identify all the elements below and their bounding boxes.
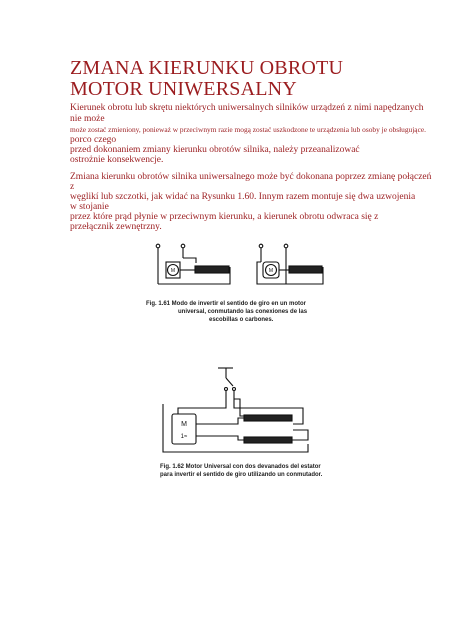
fig2-motor-label-bottom: 1≈ bbox=[180, 434, 188, 440]
figure1-wiring-diagram bbox=[153, 240, 333, 292]
fig1-right-field-coil bbox=[289, 266, 322, 273]
fig2-motor-label-top: M bbox=[181, 421, 187, 428]
fig2-wire-to-motor bbox=[178, 390, 226, 414]
fig1-terminal-2 bbox=[181, 244, 185, 248]
title-line-1: ZMANA KIERUNKU OBROTU bbox=[70, 57, 344, 79]
paragraph1-line-6: ostrożnie konsekwencje. bbox=[70, 155, 164, 165]
paragraph1-line-2: nie może bbox=[70, 114, 105, 124]
figure2-wiring-diagram bbox=[158, 364, 328, 454]
fig2-switch-blade bbox=[226, 378, 233, 386]
paragraph2-line-3: węglikí lub szczotki, jak widać na Rysunku 1.60. Innym razem montuje się dwa uzwojenia bbox=[70, 192, 416, 202]
fig2-field-coil-2 bbox=[244, 437, 292, 443]
paragraph1-line-3: może zostać zmieniony, ponieważ w przeciwnym razie mogą zostać uszkodzone te urządzenia lub osoby je obsługujące. bbox=[70, 125, 426, 134]
paragraph2-line-5: przez które prąd płynie w przeciwnym kierunku, a kierunek obrotu odwraca się z bbox=[70, 212, 379, 222]
paragraph2-line-1: Zmiana kierunku obrotów silnika uniwersalnego może być dokonana poprzez zmianę połączeń bbox=[70, 172, 432, 182]
fig1-left-field-coil bbox=[195, 266, 229, 273]
fig1-left-motor-label: M bbox=[170, 268, 176, 274]
paragraph2-line-6: przełącznik zewnętrzny. bbox=[70, 222, 162, 232]
fig2-field-coil-1 bbox=[244, 415, 292, 421]
fig1-terminal-3 bbox=[259, 244, 263, 248]
title-line-2: MOTOR UNIWERSALNY bbox=[70, 78, 297, 100]
paragraph1-line-5: przed dokonaniem zmiany kierunku obrotów silnika, należy przeanalizować bbox=[70, 145, 360, 155]
figure2-caption-line-2: para invertir el sentido de giro utilizando un conmutador. bbox=[160, 472, 323, 478]
paragraph1-line-4: porco czego bbox=[70, 135, 117, 145]
fig1-terminal-1 bbox=[156, 244, 160, 248]
figure1-caption-line-2: universal, conmutando las conexiones de las bbox=[178, 309, 308, 315]
figure1-caption-line-1: Fig. 1.61 Modo de invertir el sentido de giro en un motor bbox=[146, 301, 307, 307]
fig1-right-motor-label: M bbox=[268, 268, 274, 274]
figure2-caption-line-1: Fig. 1.62 Motor Universal con dos devanados del estator bbox=[160, 464, 321, 470]
paragraph1-line-1: Kierunek obrotu lub skrętu niektórych uniwersalnych silników urządzeń z nimi napędzanych bbox=[70, 103, 424, 113]
fig1-terminal-4 bbox=[284, 244, 288, 248]
figure1-caption-line-3: escobillas o carbones. bbox=[209, 317, 274, 323]
paragraph2-line-4: w stojanie bbox=[70, 202, 109, 212]
paragraph2-line-2: z bbox=[70, 182, 75, 192]
